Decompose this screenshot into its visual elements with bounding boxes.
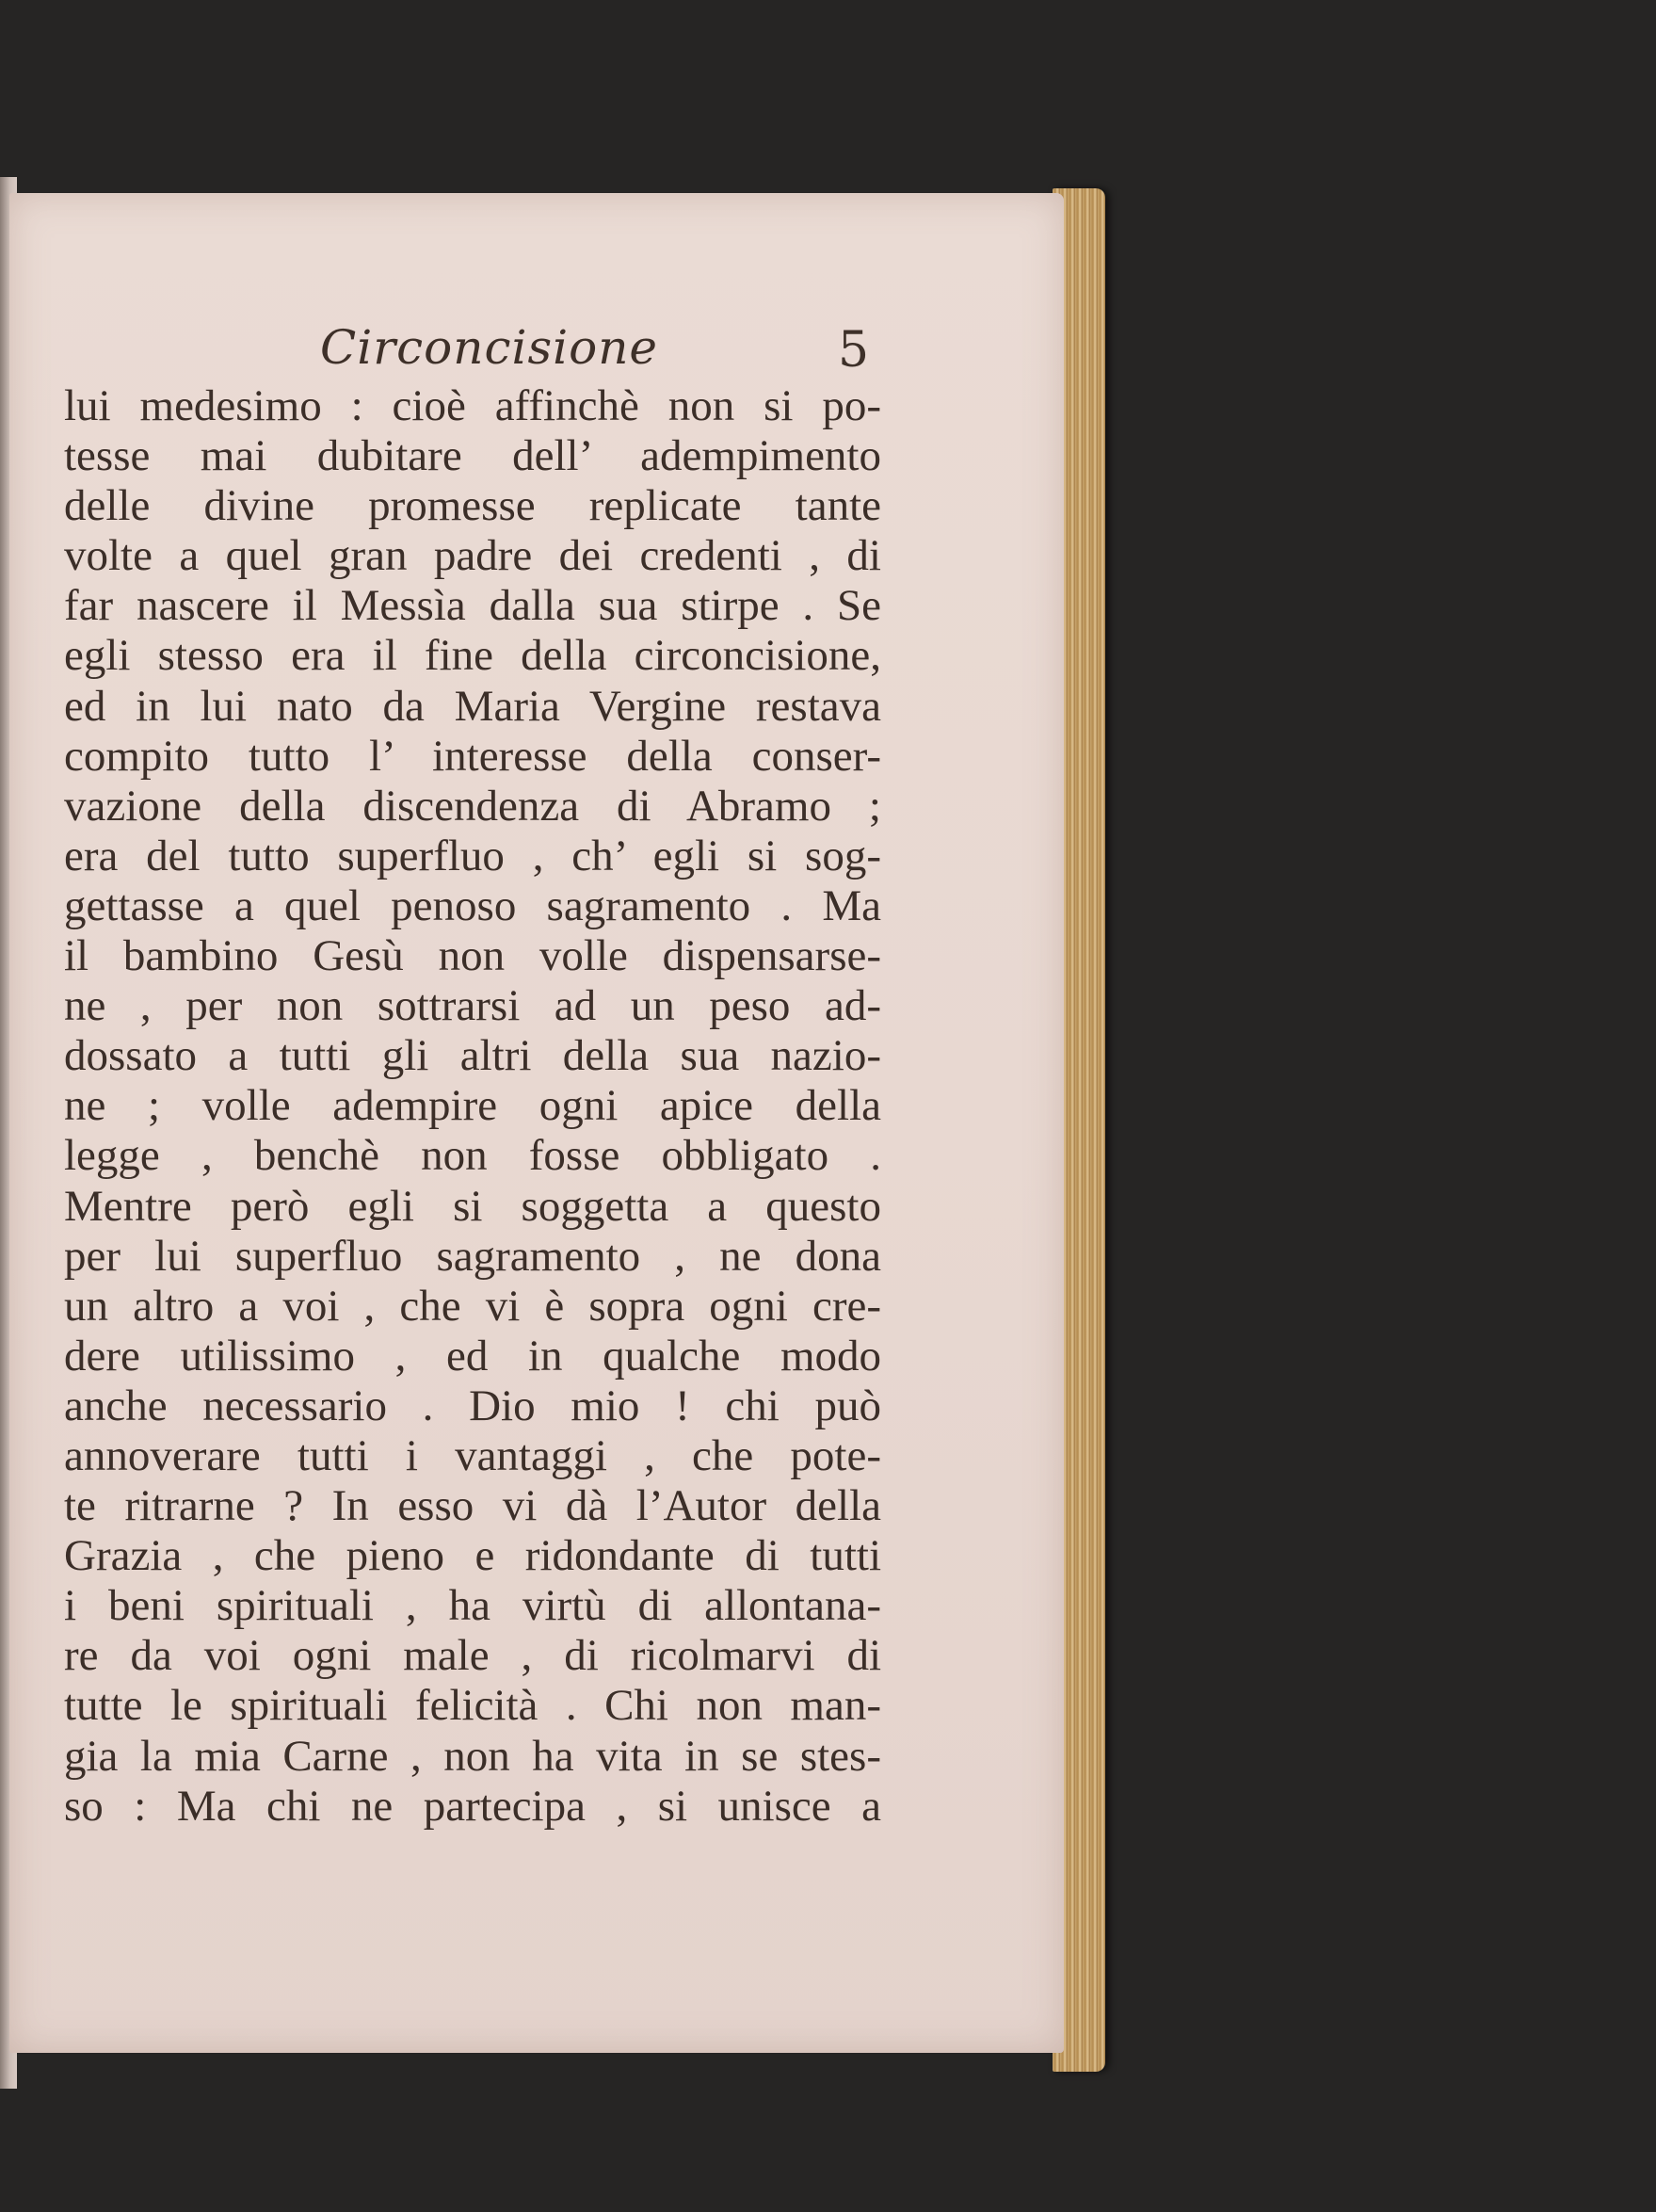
text-line: ne , per non sottrarsi ad un peso ad- [64, 981, 881, 1031]
running-title: Circoncisione [320, 320, 658, 375]
text-line: per lui superfluo sagramento , ne dona [64, 1231, 881, 1281]
text-line: ed in lui nato da Maria Vergine restava [64, 681, 881, 731]
running-head [9, 320, 1064, 386]
text-line: delle divine promesse replicate tante [64, 481, 881, 531]
text-line: era del tutto superfluo , ch’ egli si sog- [64, 831, 881, 880]
text-line: so : Ma chi ne partecipa , si unisce a [64, 1781, 881, 1831]
text-line: i beni spirituali , ha virtù di allontana- [64, 1581, 881, 1631]
text-line: te ritrarne ? In esso vi dà l’Autor della [64, 1481, 881, 1531]
body-text [64, 381, 881, 1832]
text-line: compito tutto l’ interesse della conser- [64, 731, 881, 781]
text-line: Mentre però egli si soggetta a questo [64, 1181, 881, 1231]
text-line: re da voi ogni male , di ricolmarvi di [64, 1631, 881, 1681]
book-page [9, 193, 1064, 2053]
text-line: vazione della discendenza di Abramo ; [64, 781, 881, 831]
text-line: dossato a tutti gli altri della sua nazio- [64, 1031, 881, 1081]
text-line: gettasse a quel penoso sagramento . Ma [64, 880, 881, 930]
text-line: legge , benchè non fosse obbligato . [64, 1131, 881, 1181]
text-line: ne ; volle adempire ogni apice della [64, 1081, 881, 1131]
text-line: un altro a voi , che vi è sopra ogni cre- [64, 1281, 881, 1331]
text-line: tutte le spirituali felicità . Chi non man- [64, 1681, 881, 1731]
text-line: gia la mia Carne , non ha vita in se stes- [64, 1731, 881, 1781]
text-line: tesse mai dubitare dell’ adempimento [64, 431, 881, 481]
text-line: volte a quel gran padre dei credenti , di [64, 531, 881, 581]
page-number: 5 [838, 322, 870, 379]
text-line: il bambino Gesù non volle dispensarse- [64, 931, 881, 981]
text-line: egli stesso era il fine della circoncisione, [64, 631, 881, 681]
text-line: lui medesimo : cioè affinchè non si po- [64, 381, 881, 430]
text-line: anche necessario . Dio mio ! chi può [64, 1380, 881, 1430]
text-line: annoverare tutti i vantaggi , che pote- [64, 1430, 881, 1480]
text-line: dere utilissimo , ed in qualche modo [64, 1331, 881, 1380]
text-line: far nascere il Messìa dalla sua stirpe . Se [64, 581, 881, 631]
text-line: Grazia , che pieno e ridondante di tutti [64, 1531, 881, 1581]
